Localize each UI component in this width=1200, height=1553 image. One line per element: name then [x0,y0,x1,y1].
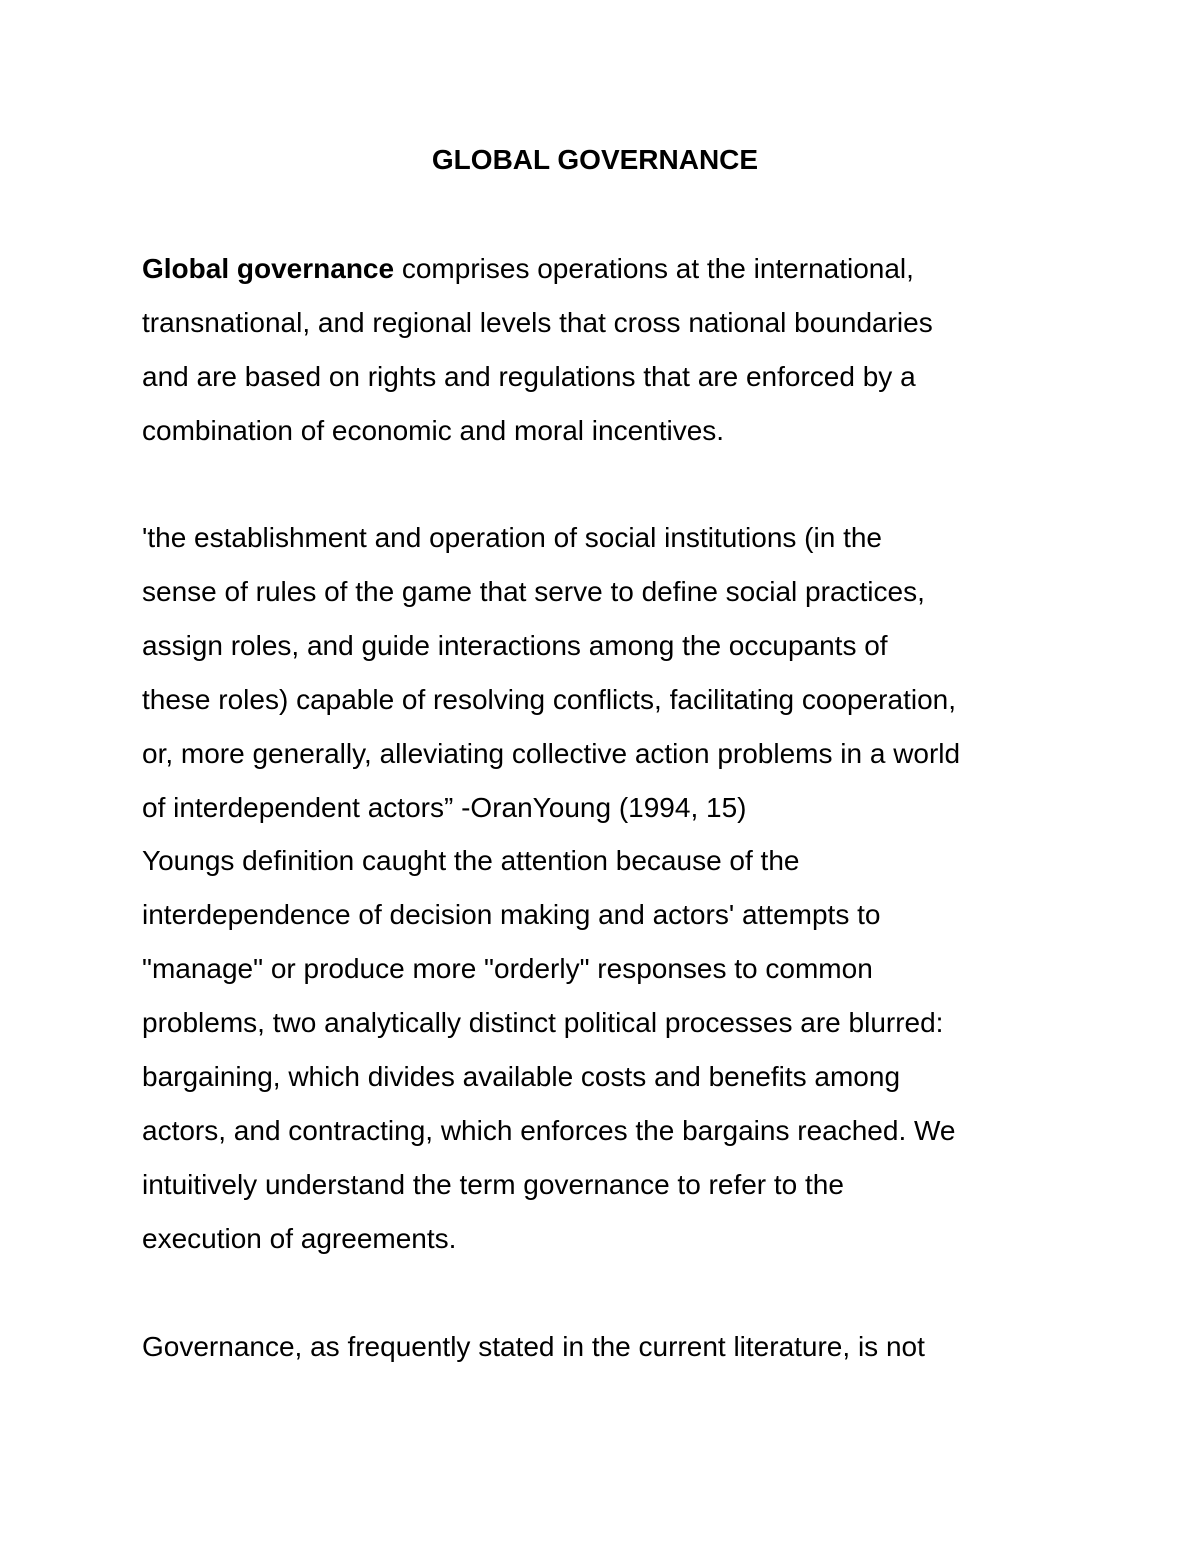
quote-line-1: 'the establishment and operation of social institutions (in the [142,522,883,553]
paragraph2-line-4: problems, two analytically distinct political processes are blurred: [142,1007,944,1038]
quote-line-2: sense of rules of the game that serve to define social practices, [142,576,925,607]
paragraph2-line-1: Youngs definition caught the attention because of the [142,845,800,876]
paragraph1-line-4: combination of economic and moral incentives. [142,415,725,446]
quote-line-6: of interdependent actors” -OranYoung (1994, 15) [142,792,747,823]
paragraph1-bold-term: Global governance [142,253,395,284]
paragraph1-line-3: and are based on rights and regulations that are enforced by a [142,361,916,392]
paragraph1-line-1 [142,251,914,287]
document-title: GLOBAL GOVERNANCE [431,144,759,175]
quote-line-5: or, more generally, alleviating collective action problems in a world [142,738,961,769]
paragraph1-line-1-text: comprises operations at the international, [394,253,914,284]
paragraph2-line-2: interdependence of decision making and actors' attempts to [142,899,881,930]
paragraph2-line-6: actors, and contracting, which enforces the bargains reached. We [142,1115,956,1146]
paragraph3-line-1: Governance, as frequently stated in the current literature, is not [142,1331,925,1362]
paragraph2-line-8: execution of agreements. [142,1223,457,1254]
paragraph2-line-7: intuitively understand the term governance to refer to the [142,1169,844,1200]
quote-line-3: assign roles, and guide interactions among the occupants of [142,630,888,661]
paragraph1-line-2: transnational, and regional levels that cross national boundaries [142,307,933,338]
quote-line-4: these roles) capable of resolving conflicts, facilitating cooperation, [142,684,956,715]
paragraph2-line-5: bargaining, which divides available costs and benefits among [142,1061,901,1092]
paragraph2-line-3: "manage" or produce more "orderly" responses to common [142,953,873,984]
